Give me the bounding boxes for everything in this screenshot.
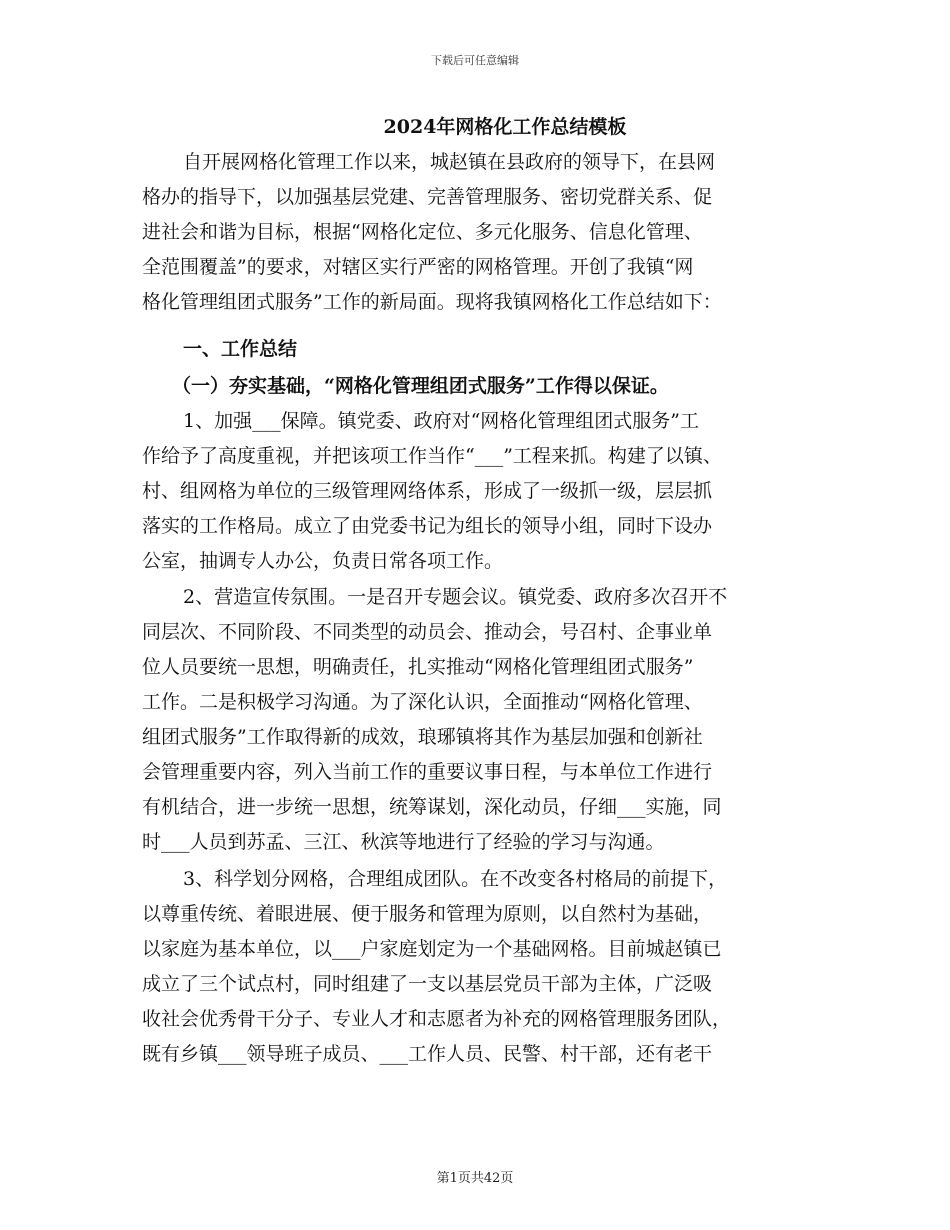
paragraph-line: 以家庭为基本单位，以___户家庭划定为一个基础网格。目前城赵镇已 [142, 938, 722, 960]
paragraph-line: 自开展网格化管理工作以来，城赵镇在县政府的领导下，在县网 [183, 151, 716, 173]
paragraph-line: 格化管理组团式服务”工作的新局面。现将我镇网格化工作总结如下： [142, 291, 722, 313]
paragraph-line: 1、加强___保障。镇党委、政府对“网格化管理组团式服务”工 [183, 410, 700, 432]
paragraph-line: 时___人员到苏孟、三江、秋滨等地进行了经验的学习与沟通。 [142, 831, 665, 853]
paragraph-line: 落实的工作格局。成立了由党委书记为组长的领导小组，同时下设办 [142, 515, 713, 537]
paragraph-line: 工作。二是积极学习沟通。为了深化认识，全面推动“网格化管理、 [142, 691, 703, 713]
paragraph-line: 成立了三个试点村，同时组建了一支以基层党员干部为主体，广泛吸 [142, 973, 713, 995]
subsection-heading: （一）夯实基础，“网格化管理组团式服务”工作得以保证。 [172, 375, 669, 397]
document-title: 2024年网格化工作总结模板 [383, 116, 627, 138]
paragraph-line: 既有乡镇___领导班子成员、___工作人员、民警、村干部，还有老干 [142, 1043, 713, 1065]
paragraph-line: 以尊重传统、着眼进展、便于服务和管理为原则，以自然村为基础， [142, 903, 713, 925]
download-note: 下载后可任意编辑 [431, 54, 519, 67]
paragraph-line: 公室，抽调专人办公，负责日常各项工作。 [142, 550, 504, 572]
paragraph-line: 有机结合，进一步统一思想，统筹谋划，深化动员，仔细___实施，同 [142, 796, 722, 818]
paragraph-line: 进社会和谐为目标，根据“网格化定位、多元化服务、信息化管理、 [142, 221, 703, 243]
paragraph-line: 组团式服务”工作取得新的成效，琅琊镇将其作为基层加强和创新社 [142, 726, 703, 748]
paragraph-line: 会管理重要内容，列入当前工作的重要议事日程，与本单位工作进行 [142, 761, 713, 783]
paragraph-line: 作给予了高度重视，并把该项工作当作“___”工程来抓。构建了以镇、 [142, 445, 722, 467]
paragraph-line: 3、科学划分网格，合理组成团队。在不改变各村格局的前提下， [183, 868, 728, 890]
paragraph-line: 同层次、不同阶段、不同类型的动员会、推动会，号召村、企事业单 [142, 621, 713, 643]
paragraph-line: 收社会优秀骨干分子、专业人才和志愿者为补充的网格管理服务团队， [142, 1008, 732, 1030]
page-number: 第1页共42页 [436, 1171, 514, 1186]
paragraph-line: 格办的指导下，以加强基层党建、完善管理服务、密切党群关系、促 [142, 186, 713, 208]
paragraph-line: 2、营造宣传氛围。一是召开专题会议。镇党委、政府多次召开不 [183, 586, 728, 608]
paragraph-line: 位人员要统一思想，明确责任，扎实推动“网格化管理组团式服务” [142, 656, 694, 678]
section-heading: 一、工作总结 [183, 338, 298, 360]
paragraph-line: 全范围覆盖”的要求，对辖区实行严密的网格管理。开创了我镇“网 [142, 256, 694, 278]
paragraph-line: 村、组网格为单位的三级管理网络体系，形成了一级抓一级，层层抓 [142, 480, 713, 502]
